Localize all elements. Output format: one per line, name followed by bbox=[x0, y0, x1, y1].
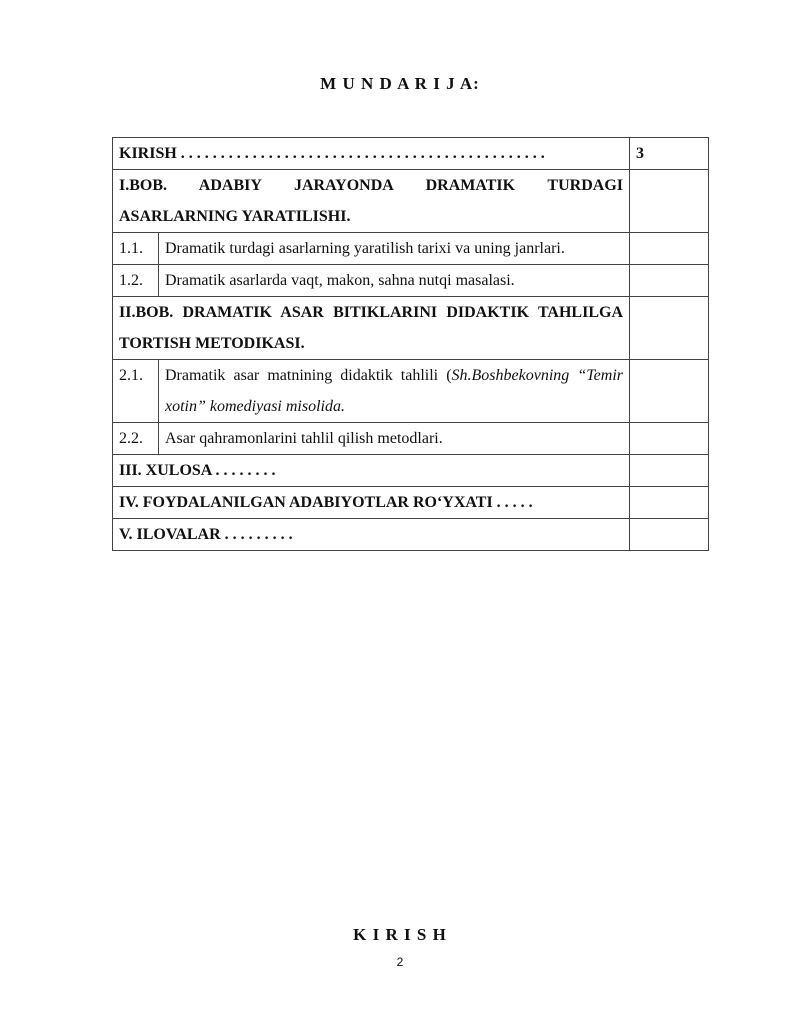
toc-row-1-1 bbox=[113, 233, 709, 265]
toc-row-bob2 bbox=[113, 297, 709, 360]
toc-2-1-page bbox=[630, 360, 709, 423]
toc-row-bob1 bbox=[113, 170, 709, 233]
toc-row-2-1 bbox=[113, 360, 709, 423]
toc-2-1-text bbox=[159, 360, 630, 423]
toc-1-2-text: Dramatik asarlarda vaqt, makon, sahna nutqi masalasi. bbox=[159, 265, 630, 297]
toc-2-2-text: Asar qahramonlarini tahlil qilish metodlari. bbox=[159, 423, 630, 455]
toc-1-2-page bbox=[630, 265, 709, 297]
toc-adabiyot-page bbox=[630, 487, 709, 519]
toc-bob2-text: II.BOB. DRAMATIK ASAR BITIKLARINI DIDAKTIK TAHLILGA TORTISH METODIKASI. bbox=[113, 297, 630, 360]
toc-1-1-number: 1.1. bbox=[113, 233, 159, 265]
toc-xulosa-page bbox=[630, 455, 709, 487]
toc-2-1-text-italic: Sh.Boshbekovning “Temir xotin” komediyasi misolida. bbox=[165, 367, 624, 415]
toc-1-2-number: 1.2. bbox=[113, 265, 159, 297]
table-of-contents bbox=[112, 137, 709, 551]
toc-2-1-text-plain: Dramatik asar matnining didaktik tahlili ( bbox=[165, 367, 452, 384]
toc-1-1-text: Dramatik turdagi asarlarning yaratilish tarixi va uning janrlari. bbox=[159, 233, 630, 265]
toc-kirish-page: 3 bbox=[630, 138, 709, 170]
page-number: 2 bbox=[396, 955, 404, 969]
toc-bob2-page bbox=[630, 297, 709, 360]
toc-bob1-page bbox=[630, 170, 709, 233]
toc-row-2-2 bbox=[113, 423, 709, 455]
toc-2-2-number: 2.2. bbox=[113, 423, 159, 455]
section-heading-kirish: K I R I S H bbox=[353, 925, 447, 944]
toc-kirish-text: KIRISH . . . . . . . . . . . . . . . . . . . . . . . . . . . . . . . . . . . . . . . . . . . . . . bbox=[113, 138, 630, 170]
toc-bob1-text: I.BOB. ADABIY JARAYONDA DRAMATIK TURDAGI ASARLARNING YARATILISHI. bbox=[113, 170, 630, 233]
toc-row-1-2 bbox=[113, 265, 709, 297]
toc-row-adabiyot bbox=[113, 487, 709, 519]
toc-xulosa-text: III. XULOSA . . . . . . . . bbox=[113, 455, 630, 487]
toc-row-xulosa bbox=[113, 455, 709, 487]
toc-2-1-number: 2.1. bbox=[113, 360, 159, 423]
toc-2-2-page bbox=[630, 423, 709, 455]
toc-row-ilovalar bbox=[113, 519, 709, 551]
contents-title: M U N D A R I J A: bbox=[320, 74, 480, 93]
toc-ilovalar-text: V. ILOVALAR . . . . . . . . . bbox=[113, 519, 630, 551]
toc-1-1-page bbox=[630, 233, 709, 265]
toc-ilovalar-page bbox=[630, 519, 709, 551]
toc-adabiyot-text: IV. FOYDALANILGAN ADABIYOTLAR RO‘YXATI . . . . . bbox=[113, 487, 630, 519]
toc-row-kirish bbox=[113, 138, 709, 170]
